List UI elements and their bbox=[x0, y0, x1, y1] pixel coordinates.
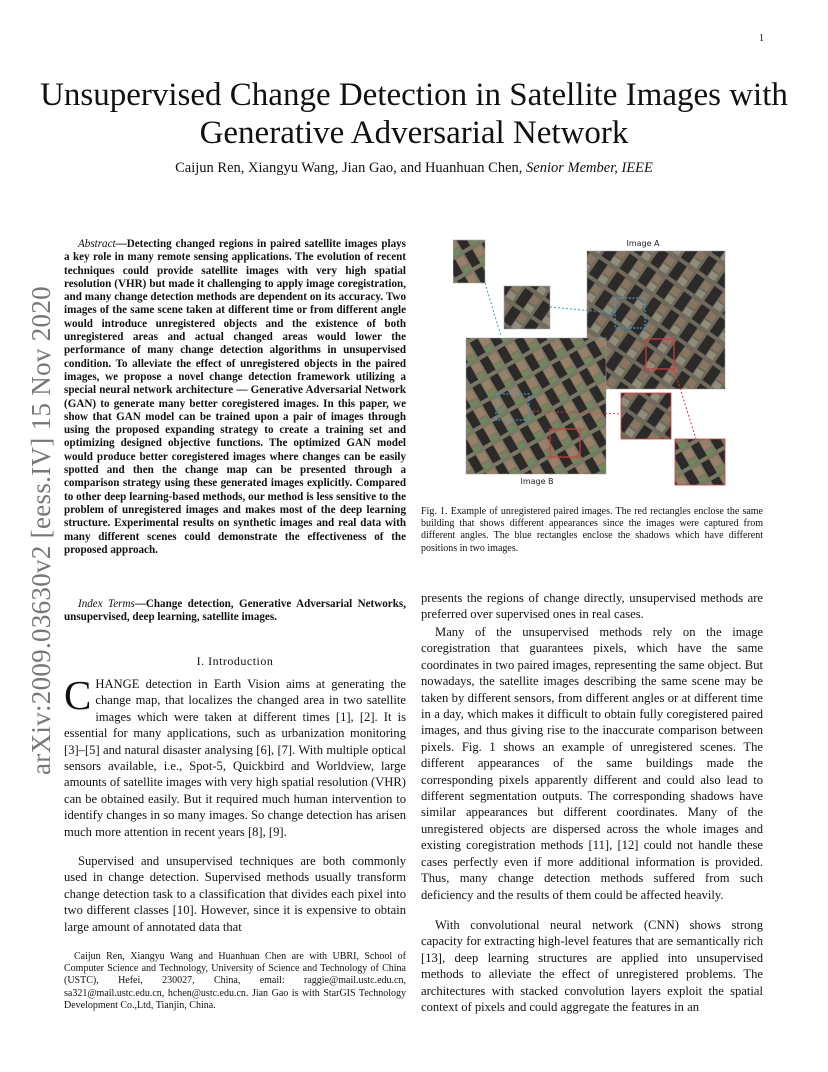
figure-1 bbox=[453, 236, 732, 489]
right-paragraph-3: With convolutional neural network (CNN) shows strong capacity for extracting high-level features that are semantically rich [13], deep learning structures are applied into unsupervised methods to alleviate the effect of unregistered problems. The architectures with stacked convolution layers exploit the spatial context of pixels and could aggregate the features in an bbox=[421, 918, 763, 1015]
figure-label-image-a: Image A bbox=[626, 239, 660, 248]
right-paragraph-2: Many of the unsupervised methods rely on the image coregistration that guarantees pixels, which have the same coordinates in two paired images, representing the same object. But nowadays, the satellite images describing the same scene may be taken by different sensors, from different angles or at different time in a day, which makes it difficult to obtain fully coregistered paired images, and thus giving rise to the inaccurate comparison between pixels. Fig. 1 shows an example of unregistered scenes. The different appearances of the same buildings made the corresponding pixels apparently different and could also lead to different segmentation outputs. The corresponding shadows have similar appearances but different coordinates. Many of the unregistered objects are dispersed across the whole images and existing coregistration methods [11], [12] could not handle these cases perfectly even if more additional information is provided. Thus, many change detection methods suffered from such deficiency and the results of them could be affected heavily. bbox=[421, 625, 763, 902]
right-paragraph-1: presents the regions of change directly, unsupervised methods are preferred over supervised ones in real cases. bbox=[421, 591, 763, 622]
abstract bbox=[64, 238, 406, 557]
index-terms-label: Index Terms bbox=[78, 598, 135, 610]
intro-paragraph-1 bbox=[64, 672, 406, 840]
author-membership: Senior Member, IEEE bbox=[526, 160, 653, 176]
inset-bottom-right bbox=[675, 439, 725, 485]
figure-1-graphic bbox=[453, 236, 732, 489]
author-footnote: Caijun Ren, Xiangyu Wang and Huanhuan Chen are with UBRI, School of Computer Science and Technology, University of Science and Technology of China (USTC), Hefei, 230027, China, email: raggie@mail.ustc.edu.cn, sa321@mail.ustc.edu.cn, hchen@ustc.edu.cn. Jian Gao is with StarGIS Technology Development Co.,Ltd, Tianjin, China. bbox=[64, 951, 406, 1011]
abstract-text: —Detecting changed regions in paired satellite images plays a key role in many remote sensing applications. The evolution of recent techniques could provide satellite images with very high spatial resolution (VHR) but made it challenging to apply image coregistration, and many change detection methods are dependent on its accuracy. Two images of the same scene taken at different time or from different angle would introduce unregistered objects and the existence of both unregistered areas and actual changed areas would lower the performance of many change detection algorithms in unsupervised condition. To alleviate the effect of unregistered objects in the paired images, we propose a novel change detection framework utilizing a special neural network architecture — Generative Adversarial Network (GAN) to generate many better coregistered images. In this paper, we show that GAN model can be trained upon a pair of images through using the proposed expanding strategy to create a training set and optimizing designed objective functions. The optimized GAN model would produce better coregistered images where changes can be easily spotted and then the change map can be presented through a comparison strategy using these generated images explicitly. Compared to other deep learning-based methods, our method is less sensitive to the problem of unregistered images and makes most of the deep learning structure. Experimental results on synthetic images and real data with many different scenes could demonstrate the effectiveness of the proposed approach. bbox=[64, 238, 406, 556]
image-b bbox=[466, 338, 606, 474]
abstract-label: Abstract bbox=[78, 238, 116, 250]
section-heading-introduction: I. Introduction bbox=[196, 654, 274, 668]
intro-paragraph-2: Supervised and unsupervised techniques are both commonly used in change detection. Supervised methods usually transform change detection task to a classification that divides each pixel into two different classes [10]. However, since it is expensive to obtain large amount of annotated data that bbox=[64, 854, 406, 934]
connector-line bbox=[485, 283, 501, 336]
author-list bbox=[40, 160, 788, 177]
author-names: Caijun Ren, Xiangyu Wang, Jian Gao, and Huanhuan Chen, bbox=[175, 160, 523, 176]
index-terms bbox=[64, 598, 406, 625]
inset-top-middle bbox=[504, 286, 550, 329]
arxiv-identifier: arXiv:2009.03630v2 [eess.IV] 15 Nov 2020 bbox=[26, 286, 56, 775]
figure-1-caption: Fig. 1. Example of unregistered paired images. The red rectangles enclose the same building that shows different appearances since the images were captured from different angles. The blue rectangles enclose the shadows which have different positions in two images. bbox=[421, 506, 763, 554]
page-number: 1 bbox=[759, 33, 764, 44]
paper-title: Unsupervised Change Detection in Satellite Images with Generative Adversarial Network bbox=[40, 77, 788, 151]
intro-paragraph-1-text: HANGE detection in Earth Vision aims at generating the change map, that localizes the changed area in two satellite images which were taken at different times [1], [2]. It is essential for many applications, such as urbanization monitoring [3]–[5] and natural disaster analysing [6], [7]. With multiple optical sensors available, i.e., Spot-5, Quickbird and Worldview, large amounts of satellite images with very high spatial resolution (VHR) can be obtained easily. But it required much human intervention to identify changes in so many images. So change detection has arisen much more attention in recent years [8], [9]. bbox=[64, 677, 406, 839]
inset-right-middle bbox=[621, 393, 671, 439]
inset-top-left bbox=[453, 240, 485, 283]
drop-cap: C bbox=[64, 672, 92, 718]
index-terms-text: —Change detection, Generative Adversarial Networks, unsupervised, deep learning, satellite images. bbox=[64, 598, 406, 624]
figure-label-image-b: Image B bbox=[520, 477, 554, 486]
image-a bbox=[587, 251, 725, 389]
